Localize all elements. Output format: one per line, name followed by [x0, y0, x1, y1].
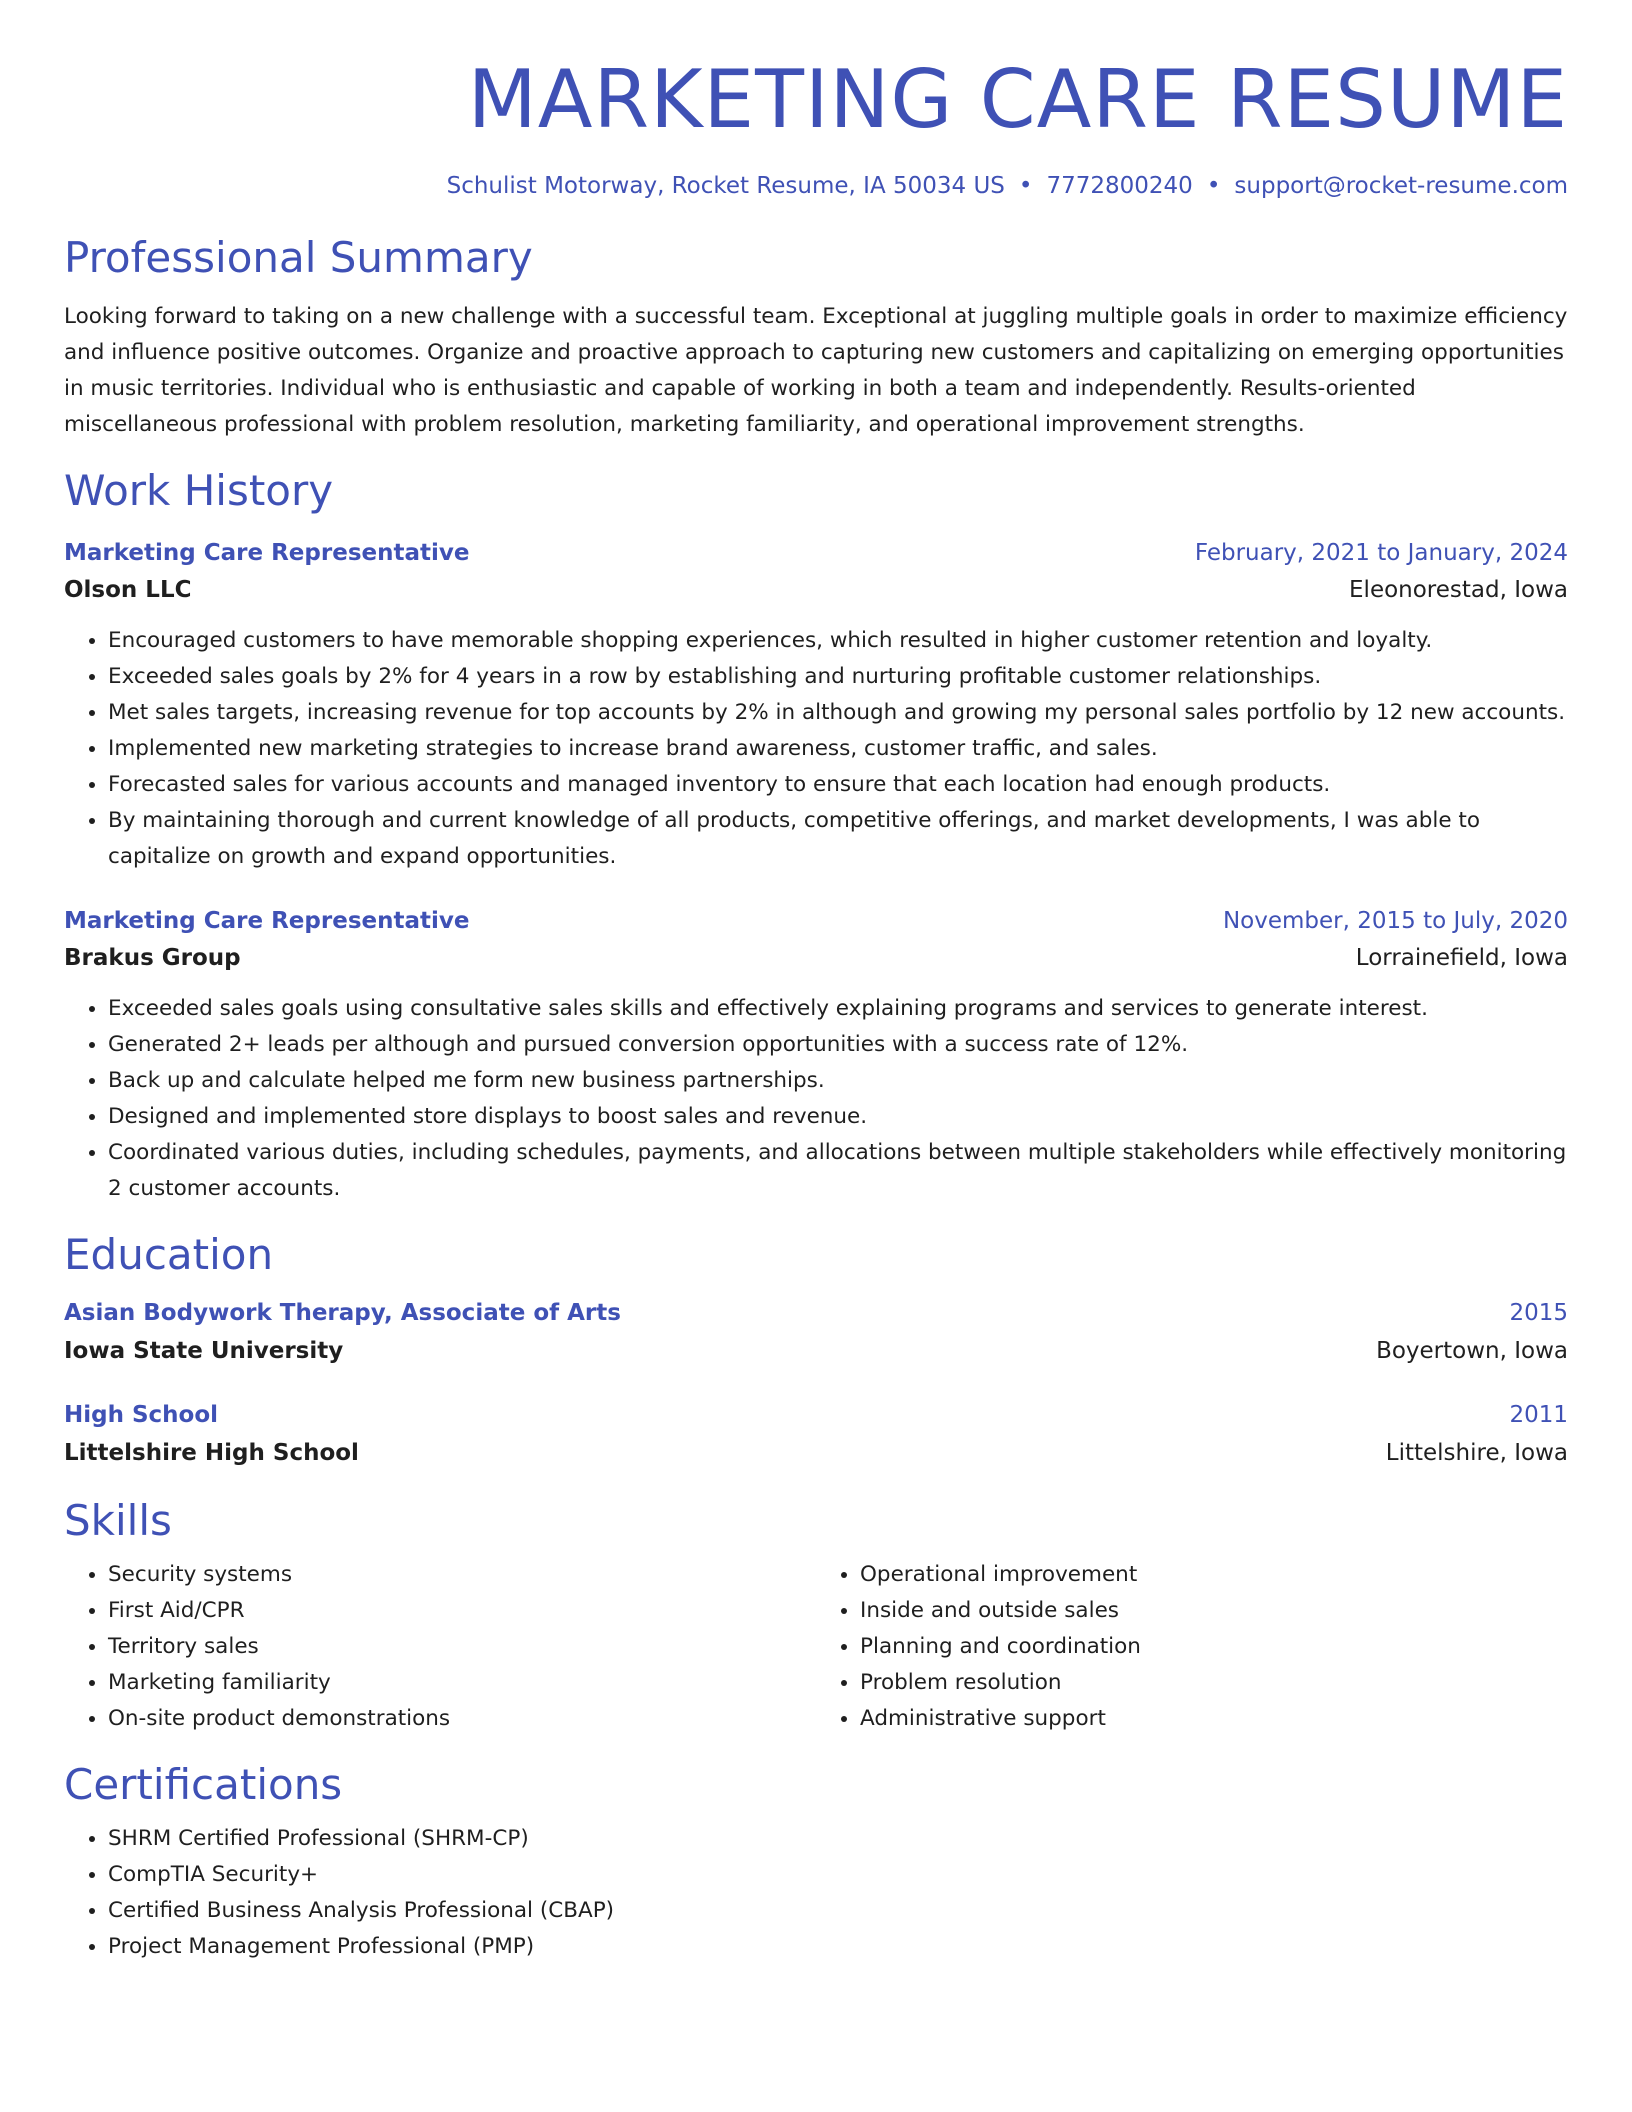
certifications-section — [64, 1759, 1568, 1965]
job-title: Marketing Care Representative — [64, 540, 470, 566]
skill-item: • Security systems — [108, 1557, 816, 1593]
job-location: Eleonorestad, Iowa — [1349, 577, 1568, 603]
education-school-row — [64, 1331, 1568, 1371]
job-bullet: • Generated 2+ leads per although and pursued conversion opportunities with a success rate of 12%. — [108, 1027, 1568, 1063]
skill-item: • Operational improvement — [860, 1557, 1568, 1593]
education-school: Littelshire High School — [64, 1440, 359, 1466]
skill-item: • First Aid/CPR — [108, 1593, 816, 1629]
job-header-row — [64, 535, 1568, 571]
skills-section — [64, 1495, 1568, 1737]
education-year: 2015 — [1509, 1300, 1568, 1326]
resume-title: MARKETING CARE RESUME — [467, 53, 1568, 146]
education-degree: Asian Bodywork Therapy, Associate of Arts — [64, 1300, 621, 1326]
job-dates: November, 2015 to July, 2020 — [1222, 908, 1568, 934]
job-bullet: • Coordinated various duties, including schedules, payments, and allocations between multiple stakeholders while effectively monitoring 2 customer accounts. — [108, 1135, 1568, 1207]
certification-item: • Certified Business Analysis Professional (CBAP) — [108, 1893, 1568, 1929]
job-header-row — [64, 903, 1568, 939]
address: Schulist Motorway, Rocket Resume, IA 50034 US — [446, 173, 1005, 199]
education-entry — [64, 1295, 1568, 1371]
job-company: Brakus Group — [64, 945, 241, 971]
section-title-certifications: Certifications — [64, 1760, 343, 1809]
phone: 7772800240 — [1046, 173, 1193, 199]
job-bullet: • Designed and implemented store displays to boost sales and revenue. — [108, 1099, 1568, 1135]
contact-separator: • — [1206, 173, 1221, 199]
section-title-work-history: Work History — [64, 466, 334, 515]
job-title: Marketing Care Representative — [64, 908, 470, 934]
skill-item: • Marketing familiarity — [108, 1665, 816, 1701]
resume-header — [64, 0, 1568, 202]
job-bullet: • Met sales targets, increasing revenue for top accounts by 2% in although and growing my personal sales portfolio by 12 new accounts. — [108, 695, 1568, 731]
summary-text: Looking forward to taking on a new challenge with a successful team. Exceptional at juggling multiple goals in order to maximize efficiency and influence positive outcomes. Organize and proactive approach to capturing new customers and capitalizing on emerging opportunities in music territories. Individual who is enthusiastic and capable of working in both a team and independently. Results-oriented miscellaneous professional with problem resolution, marketing familiarity, and operational improvement strengths. — [64, 304, 1568, 437]
education-entry — [64, 1397, 1568, 1473]
skill-item: • Administrative support — [860, 1701, 1568, 1737]
job-bullet: • Back up and calculate helped me form new business partnerships. — [108, 1063, 1568, 1099]
skill-item: • Territory sales — [108, 1629, 816, 1665]
education-header-row — [64, 1397, 1568, 1433]
certifications-list — [64, 1821, 1568, 1965]
job-bullets — [64, 991, 1568, 1207]
job-bullet: • Exceeded sales goals by 2% for 4 years in a row by establishing and nurturing profitable customer relationships. — [108, 659, 1568, 695]
section-title-skills: Skills — [64, 1496, 172, 1545]
education-school-row — [64, 1433, 1568, 1473]
certification-item: • CompTIA Security+ — [108, 1857, 1568, 1893]
skill-item: • Planning and coordination — [860, 1629, 1568, 1665]
job-entry — [64, 535, 1568, 875]
skills-columns — [64, 1557, 1568, 1737]
education-section — [64, 1229, 1568, 1473]
job-entry — [64, 903, 1568, 1207]
job-dates: February, 2021 to January, 2024 — [1194, 540, 1568, 566]
skills-list-right — [816, 1557, 1568, 1737]
education-degree: High School — [64, 1402, 219, 1428]
job-bullets — [64, 623, 1568, 875]
education-header-row — [64, 1295, 1568, 1331]
certification-item: • SHRM Certified Professional (SHRM-CP) — [108, 1821, 1568, 1857]
contact-separator: • — [1018, 173, 1033, 199]
job-org-row — [64, 571, 1568, 609]
summary-section — [64, 232, 1568, 443]
education-location: Boyertown, Iowa — [1376, 1338, 1568, 1364]
job-bullet: • Forecasted sales for various accounts and managed inventory to ensure that each location had enough products. — [108, 767, 1568, 803]
skill-item: • On-site product demonstrations — [108, 1701, 816, 1737]
education-year: 2011 — [1509, 1402, 1568, 1428]
email-link[interactable]: support@rocket-resume.com — [1234, 173, 1568, 199]
skill-item: • Problem resolution — [860, 1665, 1568, 1701]
certification-item: • Project Management Professional (PMP) — [108, 1929, 1568, 1965]
job-org-row — [64, 939, 1568, 977]
section-title-summary: Professional Summary — [64, 233, 533, 282]
skill-item: • Inside and outside sales — [860, 1593, 1568, 1629]
job-company: Olson LLC — [64, 577, 192, 603]
job-bullet: • Implemented new marketing strategies to increase brand awareness, customer traffic, and sales. — [108, 731, 1568, 767]
education-location: Littelshire, Iowa — [1385, 1440, 1568, 1466]
section-title-education: Education — [64, 1230, 274, 1279]
job-bullet: • Exceeded sales goals using consultative sales skills and effectively explaining programs and services to generate interest. — [108, 991, 1568, 1027]
work-history-section — [64, 465, 1568, 1207]
job-bullet: • By maintaining thorough and current knowledge of all products, competitive offerings, and market developments, I was able to capitalize on growth and expand opportunities. — [108, 803, 1568, 875]
contact-line — [64, 170, 1568, 202]
job-bullet: • Encouraged customers to have memorable shopping experiences, which resulted in higher customer retention and loyalty. — [108, 623, 1568, 659]
job-location: Lorrainefield, Iowa — [1355, 945, 1568, 971]
skills-list-left — [64, 1557, 816, 1737]
education-school: Iowa State University — [64, 1338, 344, 1364]
